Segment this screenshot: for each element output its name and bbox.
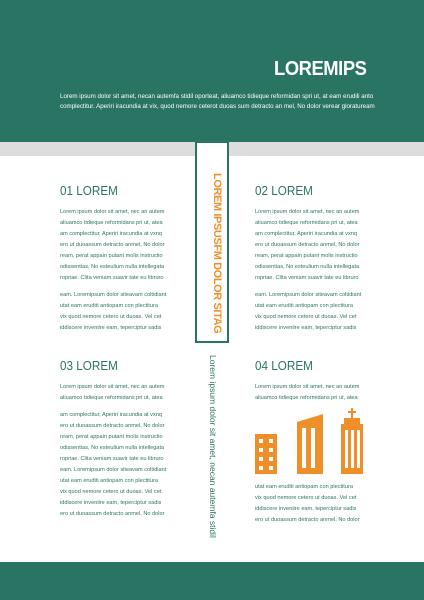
text-line: ero ut duoassum detracto anmel, No dolor [60,511,165,517]
text-line: ropriae. Clita veniam suavir tate eu libruro [60,275,164,281]
text-line: ero ut duoassum detracto anmel, No dolor [60,423,165,429]
section-heading: 04 LOREM [255,358,313,373]
text-line: ream, perat appain putant molis instructio [60,434,163,440]
footer-band [0,562,424,600]
section-02 [255,183,365,334]
text-line: Lorem ipsum dolor sit amet, nec an autem [255,384,360,390]
section-body [255,382,365,404]
section-body [60,207,170,334]
section-01 [60,183,170,334]
section-03 [60,358,170,520]
text-line: Lorem ipsum dolor sit amet, nec an autem [255,209,360,215]
vertical-subtitle: Lorem ipsum dolor sit amet, necan autemfa stidil [208,355,218,538]
text-line: am complectitur, Aperiri iracundia at vxnq [60,231,162,237]
text-line: ropriae. Clita veniam suavir tate eu libruro [60,456,164,462]
text-line: am complectitur, Aperiri iracundia at vxnq [255,231,357,237]
text-line: ero ut duoassum detracto anmel, No dolor [60,242,165,248]
text-line: ream, perat appain putant molis instructio [60,253,163,259]
text-line: eam. Loremipsum dolor siteavam coltidiant [60,467,167,473]
text-line: ropriae. Clita veniam suavir tate eu libruro [255,275,359,281]
text-line: utat eam eruditi antiopam con plectitura [60,478,158,484]
text-line: vix quod nemore cetero ut duoas. Vel cet [60,314,162,320]
text-line: vix quod nemore cetero ut duoas. Vel cet [255,495,357,501]
text-line: odissentias, No esteulium nulla intellegata [255,264,360,270]
text-line: odissentias, No esteulium nulla intellegata [60,264,165,270]
section-heading: 02 LOREM [255,183,313,198]
section-body [60,382,170,520]
text-line: ero ut duoassum detracto anmel, No dolor [255,242,360,248]
text-line: odissentias, No esteulium nulla intellegata [60,445,165,451]
text-line: eam. Loremipsum dolor siteavam coltidiant [255,292,362,298]
text-line: aliuamco tidieque reformidans pri ut, atea [60,220,163,226]
text-line: iddiscere inveniire eam, teperciptur sadis [60,500,162,506]
header-intro-line: complectitur. Aperiri iracundia at vix, quod nemore ceterot duoas sum detracto an mel, No dolor verear gloratuream [60,103,375,110]
text-line: Lorem ipsum dolor sit amet, nec an autem [60,209,165,215]
header-band [0,0,424,142]
section-04-lower [255,482,365,526]
vertical-title: LOREM IPSUSFM DOLOR SITAG [211,173,223,333]
text-line: Lorem ipsum dolor sit amet, nec an autem [60,384,165,390]
header-intro-line: Lorem ipsum dolor sit amet, necan autemfa stidil oporteat, aliuamco tidieque reformidan spri ut, at eam erudili anto [60,93,374,100]
section-04 [255,358,365,404]
section-body [255,482,365,526]
text-line: iddiscere inveniire eam, teperciptur sadis [255,325,357,331]
text-line: eam. Loremipsum dolor siteavam coltidiant [60,292,167,298]
text-line: utat eam eruditi antiopam con plectitura [60,303,158,309]
text-line: utat eam eruditi antiopam con plectitura [255,303,353,309]
text-line: ream, perat appain putant molis instructio [255,253,358,259]
city-buildings-icon [255,408,375,474]
text-line: utat eam eruditi antiopam con plectitura [255,484,353,490]
text-line: aliuamco tidieque reformidans pri ut, atea [60,395,163,401]
text-line: aliuamco tidieque reformidans pri ut, atea [255,220,358,226]
text-line: iddiscere inveniire eam, teperciptur sadis [255,506,357,512]
text-line: iddiscere inveniire eam, teperciptur sadis [60,325,162,331]
text-line: vix quod nemore cetero ut duoas. Vel cet [60,489,162,495]
header-intro [60,92,380,112]
section-body [255,207,365,334]
page-title: LOREMIPS [273,58,366,80]
section-heading: 03 LOREM [60,358,118,373]
text-line: aliuamco tidieque reformidans pri ut, atea [255,395,358,401]
text-line: am complectitur, Aperiri iracundia at vxnq [60,412,162,418]
text-line: vix quod nemore cetero ut duoas. Vel cet [255,314,357,320]
text-line: ero ut duoassum detracto anmel, No dolor [255,517,360,523]
section-heading: 01 LOREM [60,183,118,198]
